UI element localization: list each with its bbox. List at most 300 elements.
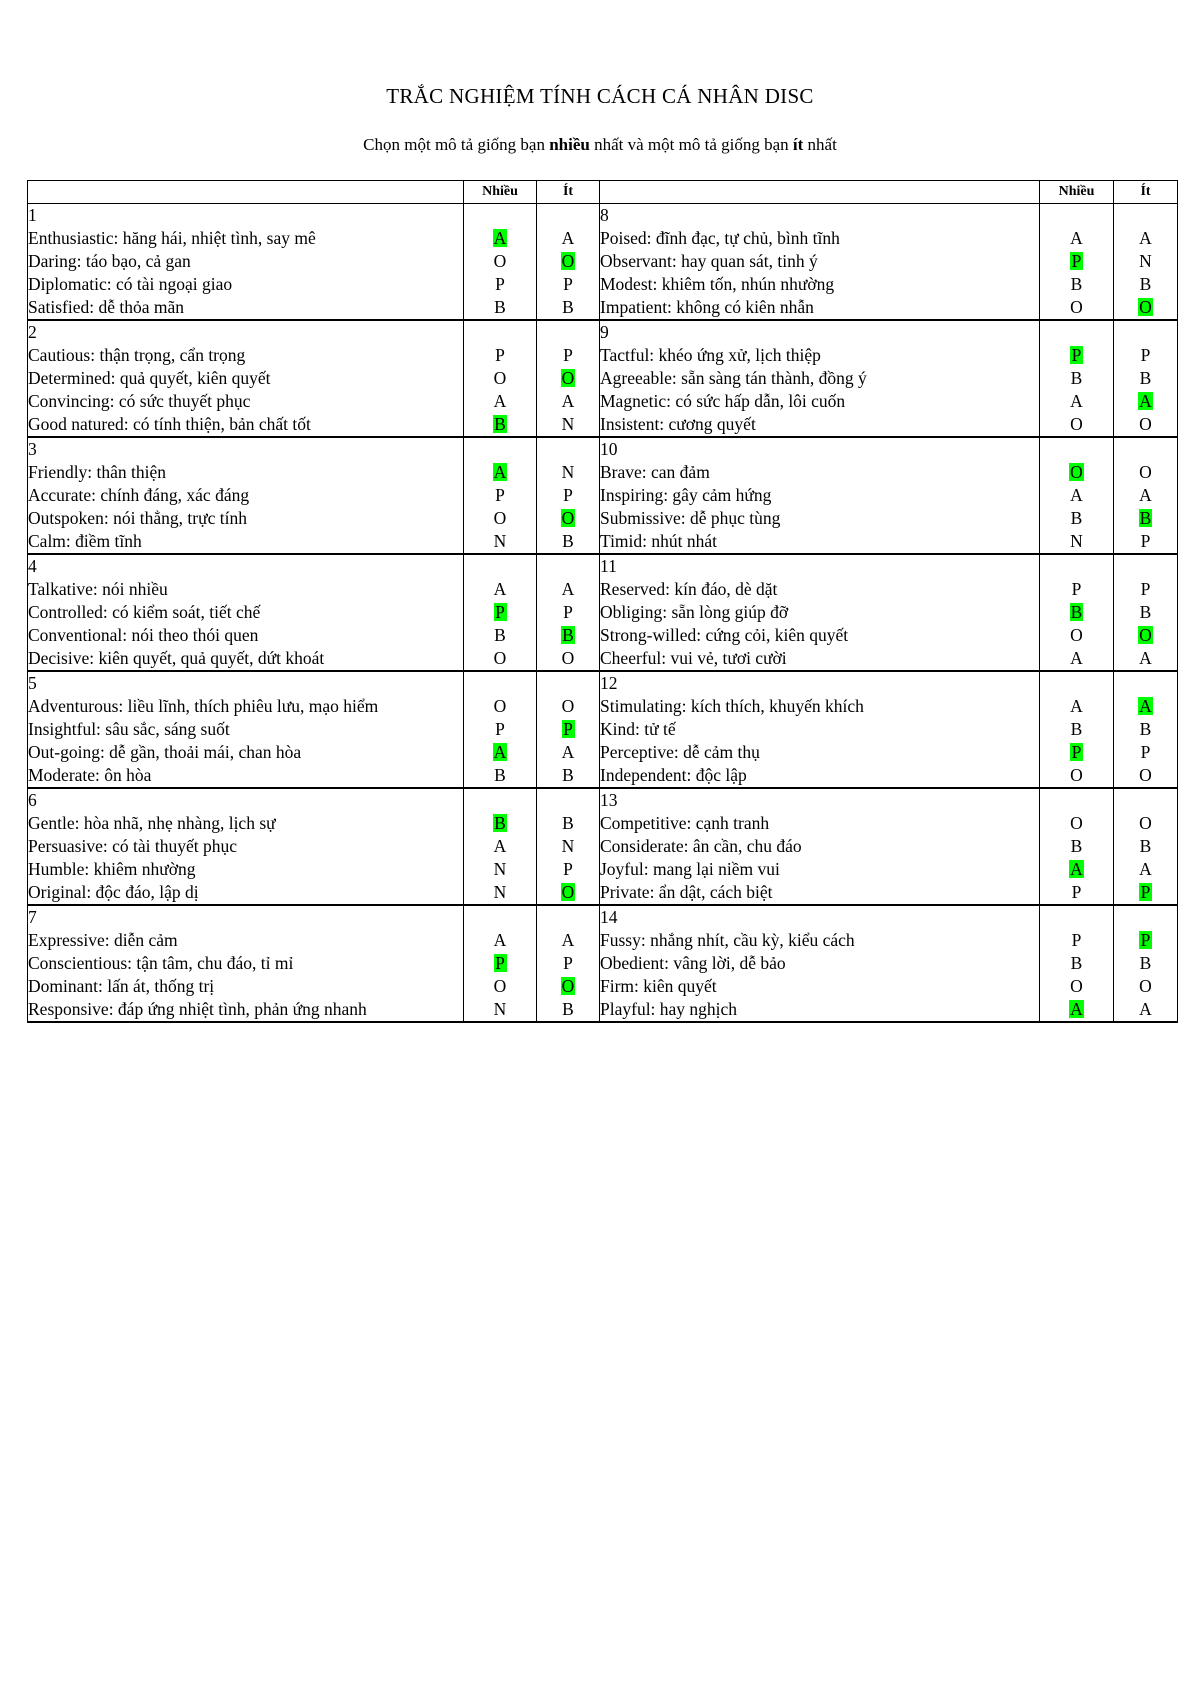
it-choice-cell[interactable]	[537, 741, 600, 764]
empty-cell	[1040, 437, 1114, 461]
trait-description: Accurate: chính đáng, xác đáng	[28, 484, 464, 507]
it-choice-cell[interactable]	[537, 227, 600, 250]
it-choice-cell[interactable]	[1114, 530, 1178, 554]
trait-description: Good natured: có tính thiện, bản chất tốt	[28, 413, 464, 437]
nhieu-choice-cell[interactable]	[464, 367, 537, 390]
trait-description: Determined: quả quyết, kiên quyết	[28, 367, 464, 390]
empty-cell	[464, 204, 537, 228]
it-choice-cell[interactable]	[537, 461, 600, 484]
nhieu-code-selected: P	[1071, 251, 1082, 271]
it-choice-cell[interactable]	[1114, 507, 1178, 530]
it-choice-cell[interactable]	[537, 578, 600, 601]
nhieu-choice-cell[interactable]	[464, 764, 537, 788]
it-choice-cell[interactable]	[537, 507, 600, 530]
it-choice-cell[interactable]	[1114, 858, 1178, 881]
it-choice-cell[interactable]	[1114, 624, 1178, 647]
it-code: B	[1139, 602, 1152, 622]
it-code: A	[1139, 228, 1152, 248]
nhieu-code: O	[1070, 976, 1083, 996]
table-row	[28, 881, 1178, 905]
nhieu-code: O	[493, 648, 507, 668]
nhieu-choice-cell[interactable]	[464, 741, 537, 764]
it-code-selected: O	[561, 508, 575, 528]
trait-description: Gentle: hòa nhã, nhẹ nhàng, lịch sự	[28, 812, 464, 835]
it-choice-cell[interactable]	[537, 344, 600, 367]
nhieu-choice-cell[interactable]	[1040, 764, 1114, 788]
it-code: B	[562, 999, 574, 1019]
empty-cell	[537, 320, 600, 344]
nhieu-choice-cell[interactable]	[464, 695, 537, 718]
nhieu-choice-cell[interactable]	[1040, 578, 1114, 601]
nhieu-choice-cell[interactable]	[1040, 647, 1114, 671]
it-choice-cell[interactable]	[537, 718, 600, 741]
it-choice-cell[interactable]	[537, 250, 600, 273]
nhieu-choice-cell[interactable]	[464, 881, 537, 905]
instruction-bold-few: ít	[792, 135, 804, 154]
it-code: B	[1139, 274, 1152, 294]
nhieu-choice-cell[interactable]	[464, 413, 537, 437]
it-code: B	[562, 531, 574, 551]
empty-cell	[537, 671, 600, 695]
it-choice-cell[interactable]	[537, 390, 600, 413]
nhieu-code: B	[494, 625, 506, 645]
nhieu-choice-cell[interactable]	[464, 835, 537, 858]
empty-cell	[464, 554, 537, 578]
empty-cell	[464, 320, 537, 344]
nhieu-choice-cell[interactable]	[1040, 367, 1114, 390]
trait-description: Calm: điềm tĩnh	[28, 530, 464, 554]
it-choice-cell[interactable]	[537, 764, 600, 788]
table-row	[28, 461, 1178, 484]
trait-description: Timid: nhút nhát	[600, 530, 1040, 554]
nhieu-code: A	[493, 930, 507, 950]
trait-description: Conventional: nói theo thói quen	[28, 624, 464, 647]
table-row	[28, 695, 1178, 718]
table-row	[28, 858, 1178, 881]
trait-description: Private: ẩn dật, cách biệt	[600, 881, 1040, 905]
nhieu-code: B	[1070, 836, 1083, 856]
it-choice-cell[interactable]	[1114, 718, 1178, 741]
empty-cell	[1114, 671, 1178, 695]
it-choice-cell[interactable]	[537, 624, 600, 647]
nhieu-code: A	[1070, 696, 1083, 716]
it-choice-cell[interactable]	[537, 835, 600, 858]
nhieu-code: O	[493, 976, 507, 996]
trait-description: Dominant: lấn át, thống trị	[28, 975, 464, 998]
group-number: 4	[28, 554, 464, 578]
trait-description: Moderate: ôn hòa	[28, 764, 464, 788]
it-choice-cell[interactable]	[1114, 952, 1178, 975]
nhieu-choice-cell[interactable]	[464, 273, 537, 296]
nhieu-choice-cell[interactable]	[1040, 484, 1114, 507]
nhieu-code: B	[494, 297, 506, 317]
it-code-selected: P	[1140, 930, 1151, 950]
table-row	[28, 624, 1178, 647]
trait-description: Out-going: dễ gần, thoải mái, chan hòa	[28, 741, 464, 764]
it-code-selected: O	[561, 882, 575, 902]
trait-description: Kind: tử tế	[600, 718, 1040, 741]
it-choice-cell[interactable]	[1114, 461, 1178, 484]
nhieu-code: O	[493, 508, 507, 528]
group-number: 13	[600, 788, 1040, 812]
empty-cell	[1114, 905, 1178, 929]
it-choice-cell[interactable]	[1114, 812, 1178, 835]
nhieu-code: O	[1070, 414, 1083, 434]
nhieu-code: P	[1071, 579, 1082, 599]
trait-description: Joyful: mang lại niềm vui	[600, 858, 1040, 881]
nhieu-choice-cell[interactable]	[464, 975, 537, 998]
nhieu-choice-cell[interactable]	[1040, 741, 1114, 764]
nhieu-code: O	[493, 251, 507, 271]
header-it-left: Ít	[537, 181, 600, 204]
nhieu-choice-cell[interactable]	[1040, 601, 1114, 624]
it-choice-cell[interactable]	[1114, 881, 1178, 905]
it-choice-cell[interactable]	[1114, 390, 1178, 413]
nhieu-code: B	[494, 765, 506, 785]
nhieu-choice-cell[interactable]	[464, 507, 537, 530]
nhieu-choice-cell[interactable]	[464, 601, 537, 624]
it-choice-cell[interactable]	[537, 812, 600, 835]
it-code-selected: B	[1139, 508, 1152, 528]
nhieu-code: B	[1070, 719, 1083, 739]
nhieu-choice-cell[interactable]	[1040, 695, 1114, 718]
nhieu-choice-cell[interactable]	[464, 344, 537, 367]
nhieu-choice-cell[interactable]	[1040, 227, 1114, 250]
table-row	[28, 998, 1178, 1022]
nhieu-choice-cell[interactable]	[1040, 390, 1114, 413]
nhieu-choice-cell[interactable]	[464, 227, 537, 250]
it-code-selected: A	[1139, 696, 1152, 716]
empty-cell	[1040, 905, 1114, 929]
it-choice-cell[interactable]	[537, 647, 600, 671]
nhieu-choice-cell[interactable]	[464, 718, 537, 741]
table-row	[28, 578, 1178, 601]
nhieu-code: N	[493, 859, 507, 879]
empty-cell	[464, 437, 537, 461]
nhieu-code: O	[493, 368, 507, 388]
it-code: A	[1139, 648, 1152, 668]
it-code-selected: O	[1139, 297, 1152, 317]
nhieu-code: B	[1070, 274, 1083, 294]
group-number-row	[28, 204, 1178, 228]
it-code: P	[1140, 531, 1151, 551]
table-row	[28, 344, 1178, 367]
it-choice-cell[interactable]	[537, 413, 600, 437]
empty-cell	[1040, 320, 1114, 344]
table-row	[28, 390, 1178, 413]
nhieu-choice-cell[interactable]	[1040, 530, 1114, 554]
nhieu-choice-cell[interactable]	[464, 390, 537, 413]
trait-description: Enthusiastic: hăng hái, nhiệt tình, say mê	[28, 227, 464, 250]
group-number-row	[28, 788, 1178, 812]
it-code: N	[561, 836, 575, 856]
nhieu-code: P	[1071, 882, 1082, 902]
header-it-right: Ít	[1114, 181, 1178, 204]
nhieu-code: P	[495, 719, 505, 739]
trait-description: Insistent: cương quyết	[600, 413, 1040, 437]
nhieu-code: P	[1071, 930, 1082, 950]
nhieu-code: A	[493, 836, 507, 856]
it-choice-cell[interactable]	[1114, 273, 1178, 296]
nhieu-choice-cell[interactable]	[1040, 344, 1114, 367]
nhieu-choice-cell[interactable]	[1040, 881, 1114, 905]
trait-description: Responsive: đáp ứng nhiệt tình, phản ứng nhanh	[28, 998, 464, 1022]
it-choice-cell[interactable]	[1114, 695, 1178, 718]
table-row	[28, 227, 1178, 250]
trait-description: Observant: hay quan sát, tinh ý	[600, 250, 1040, 273]
group-number-row	[28, 554, 1178, 578]
trait-description: Outspoken: nói thẳng, trực tính	[28, 507, 464, 530]
group-number: 5	[28, 671, 464, 695]
trait-description: Magnetic: có sức hấp dẫn, lôi cuốn	[600, 390, 1040, 413]
nhieu-choice-cell[interactable]	[464, 624, 537, 647]
trait-description: Playful: hay nghịch	[600, 998, 1040, 1022]
empty-cell	[1040, 554, 1114, 578]
trait-description: Expressive: diễn cảm	[28, 929, 464, 952]
it-choice-cell[interactable]	[537, 858, 600, 881]
group-number: 12	[600, 671, 1040, 695]
trait-description: Diplomatic: có tài ngoại giao	[28, 273, 464, 296]
trait-description: Poised: đĩnh đạc, tự chủ, bình tĩnh	[600, 227, 1040, 250]
trait-description: Submissive: dễ phục tùng	[600, 507, 1040, 530]
it-code: P	[1140, 579, 1151, 599]
trait-description: Adventurous: liều lĩnh, thích phiêu lưu, mạo hiểm	[28, 695, 464, 718]
group-number: 7	[28, 905, 464, 929]
trait-description: Obedient: vâng lời, dễ bảo	[600, 952, 1040, 975]
nhieu-choice-cell[interactable]	[464, 461, 537, 484]
it-choice-cell[interactable]	[537, 695, 600, 718]
nhieu-choice-cell[interactable]	[464, 812, 537, 835]
nhieu-code-selected: P	[1071, 742, 1082, 762]
nhieu-choice-cell[interactable]	[1040, 858, 1114, 881]
it-code: O	[1139, 462, 1152, 482]
group-number: 6	[28, 788, 464, 812]
nhieu-choice-cell[interactable]	[1040, 952, 1114, 975]
it-code: A	[1139, 999, 1152, 1019]
table-row	[28, 975, 1178, 998]
it-code: O	[1139, 813, 1152, 833]
trait-description: Stimulating: kích thích, khuyến khích	[600, 695, 1040, 718]
empty-cell	[464, 788, 537, 812]
trait-description: Convincing: có sức thuyết phục	[28, 390, 464, 413]
it-choice-cell[interactable]	[537, 881, 600, 905]
nhieu-code-selected: A	[1070, 859, 1083, 879]
nhieu-choice-cell[interactable]	[464, 578, 537, 601]
it-choice-cell[interactable]	[1114, 929, 1178, 952]
it-code: P	[1140, 742, 1151, 762]
empty-cell	[537, 788, 600, 812]
it-choice-cell[interactable]	[537, 975, 600, 998]
nhieu-code: A	[1070, 648, 1083, 668]
it-choice-cell[interactable]	[1114, 601, 1178, 624]
empty-cell	[1114, 320, 1178, 344]
it-choice-cell[interactable]	[537, 998, 600, 1022]
it-code: A	[1139, 859, 1152, 879]
nhieu-code-selected: P	[495, 953, 505, 973]
trait-description: Reserved: kín đáo, dè dặt	[600, 578, 1040, 601]
it-choice-cell[interactable]	[1114, 998, 1178, 1022]
header-description-right	[600, 181, 1040, 204]
it-choice-cell[interactable]	[537, 929, 600, 952]
it-choice-cell[interactable]	[537, 601, 600, 624]
it-code-selected: O	[561, 368, 575, 388]
table-row	[28, 718, 1178, 741]
nhieu-code: B	[1070, 953, 1083, 973]
nhieu-choice-cell[interactable]	[464, 296, 537, 320]
nhieu-code-selected: O	[1070, 462, 1083, 482]
group-number: 8	[600, 204, 1040, 228]
nhieu-choice-cell[interactable]	[464, 250, 537, 273]
nhieu-code: A	[493, 391, 507, 411]
nhieu-choice-cell[interactable]	[1040, 413, 1114, 437]
table-row	[28, 764, 1178, 788]
it-code: B	[1139, 953, 1152, 973]
nhieu-code: A	[1070, 391, 1083, 411]
trait-description: Daring: táo bạo, cả gan	[28, 250, 464, 273]
empty-cell	[1040, 204, 1114, 228]
trait-description: Firm: kiên quyết	[600, 975, 1040, 998]
nhieu-code: N	[1070, 531, 1083, 551]
nhieu-choice-cell[interactable]	[1040, 461, 1114, 484]
group-number: 9	[600, 320, 1040, 344]
quiz-body	[28, 204, 1178, 1023]
nhieu-choice-cell[interactable]	[464, 952, 537, 975]
table-header-row	[28, 181, 1178, 204]
nhieu-choice-cell[interactable]	[1040, 929, 1114, 952]
it-choice-cell[interactable]	[537, 296, 600, 320]
it-choice-cell[interactable]	[1114, 484, 1178, 507]
nhieu-choice-cell[interactable]	[1040, 718, 1114, 741]
nhieu-code: A	[1070, 228, 1083, 248]
it-choice-cell[interactable]	[1114, 835, 1178, 858]
empty-cell	[537, 905, 600, 929]
nhieu-code: P	[495, 345, 505, 365]
it-choice-cell[interactable]	[1114, 764, 1178, 788]
empty-cell	[464, 671, 537, 695]
empty-cell	[537, 204, 600, 228]
nhieu-choice-cell[interactable]	[1040, 998, 1114, 1022]
it-choice-cell[interactable]	[1114, 578, 1178, 601]
nhieu-choice-cell[interactable]	[1040, 507, 1114, 530]
it-code: B	[1139, 368, 1152, 388]
nhieu-code-selected: B	[494, 813, 506, 833]
trait-description: Tactful: khéo ứng xử, lịch thiệp	[600, 344, 1040, 367]
it-choice-cell[interactable]	[537, 273, 600, 296]
it-choice-cell[interactable]	[1114, 647, 1178, 671]
it-code-selected: B	[562, 625, 574, 645]
nhieu-choice-cell[interactable]	[464, 530, 537, 554]
it-code: A	[1139, 485, 1152, 505]
it-code: A	[561, 579, 575, 599]
nhieu-choice-cell[interactable]	[1040, 975, 1114, 998]
nhieu-choice-cell[interactable]	[464, 858, 537, 881]
trait-description: Talkative: nói nhiều	[28, 578, 464, 601]
it-code: N	[1139, 251, 1152, 271]
it-code: B	[562, 813, 574, 833]
nhieu-choice-cell[interactable]	[464, 647, 537, 671]
it-code: O	[561, 648, 575, 668]
nhieu-choice-cell[interactable]	[1040, 835, 1114, 858]
page-title: TRẮC NGHIỆM TÍNH CÁCH CÁ NHÂN DISC	[386, 84, 814, 108]
it-choice-cell[interactable]	[537, 530, 600, 554]
group-number: 1	[28, 204, 464, 228]
it-code: B	[562, 297, 574, 317]
it-choice-cell[interactable]	[537, 952, 600, 975]
trait-description: Cheerful: vui vẻ, tươi cười	[600, 647, 1040, 671]
it-choice-cell[interactable]	[1114, 741, 1178, 764]
nhieu-choice-cell[interactable]	[1040, 812, 1114, 835]
trait-description: Perceptive: dễ cảm thụ	[600, 741, 1040, 764]
nhieu-code: A	[493, 579, 507, 599]
it-code: P	[563, 345, 573, 365]
nhieu-code: B	[1070, 368, 1083, 388]
nhieu-code: O	[493, 696, 507, 716]
it-choice-cell[interactable]	[1114, 413, 1178, 437]
nhieu-choice-cell[interactable]	[1040, 296, 1114, 320]
nhieu-choice-cell[interactable]	[464, 929, 537, 952]
group-number-row	[28, 320, 1178, 344]
nhieu-choice-cell[interactable]	[464, 998, 537, 1022]
it-choice-cell[interactable]	[1114, 227, 1178, 250]
it-code: P	[563, 485, 573, 505]
it-code-selected: P	[563, 719, 573, 739]
nhieu-code: N	[493, 999, 507, 1019]
table-row	[28, 835, 1178, 858]
group-number: 3	[28, 437, 464, 461]
group-number-row	[28, 905, 1178, 929]
header-nhieu-right: Nhiều	[1040, 181, 1114, 204]
it-code-selected: P	[1140, 882, 1151, 902]
trait-description: Fussy: nhắng nhít, cầu kỳ, kiểu cách	[600, 929, 1040, 952]
it-choice-cell[interactable]	[1114, 975, 1178, 998]
it-code: O	[1139, 414, 1152, 434]
empty-cell	[537, 554, 600, 578]
nhieu-code-selected: B	[494, 414, 506, 434]
instruction-text	[0, 135, 1200, 155]
nhieu-code: A	[1070, 485, 1083, 505]
nhieu-choice-cell[interactable]	[1040, 273, 1114, 296]
nhieu-choice-cell[interactable]	[1040, 624, 1114, 647]
nhieu-choice-cell[interactable]	[1040, 250, 1114, 273]
instruction-bold-many: nhiều	[549, 135, 590, 154]
group-number-row	[28, 437, 1178, 461]
it-code: P	[1140, 345, 1151, 365]
nhieu-code: N	[493, 531, 507, 551]
nhieu-code: B	[1070, 508, 1083, 528]
it-choice-cell[interactable]	[1114, 250, 1178, 273]
it-code-selected: O	[1139, 625, 1152, 645]
it-code: O	[561, 696, 575, 716]
it-code: N	[561, 462, 575, 482]
nhieu-code-selected: A	[493, 742, 507, 762]
trait-description: Conscientious: tận tâm, chu đáo, tỉ mỉ	[28, 952, 464, 975]
it-choice-cell[interactable]	[1114, 344, 1178, 367]
table-row	[28, 484, 1178, 507]
it-choice-cell[interactable]	[537, 367, 600, 390]
instruction-part1: Chọn một mô tả giống bạn	[363, 135, 550, 154]
nhieu-code: P	[495, 274, 505, 294]
it-choice-cell[interactable]	[1114, 367, 1178, 390]
it-code-selected: O	[561, 976, 575, 996]
group-number: 10	[600, 437, 1040, 461]
it-choice-cell[interactable]	[1114, 296, 1178, 320]
instruction-part3: nhất	[803, 135, 837, 154]
empty-cell	[1114, 204, 1178, 228]
it-choice-cell[interactable]	[537, 484, 600, 507]
nhieu-code-selected: P	[495, 602, 505, 622]
nhieu-choice-cell[interactable]	[464, 484, 537, 507]
trait-description: Insightful: sâu sắc, sáng suốt	[28, 718, 464, 741]
